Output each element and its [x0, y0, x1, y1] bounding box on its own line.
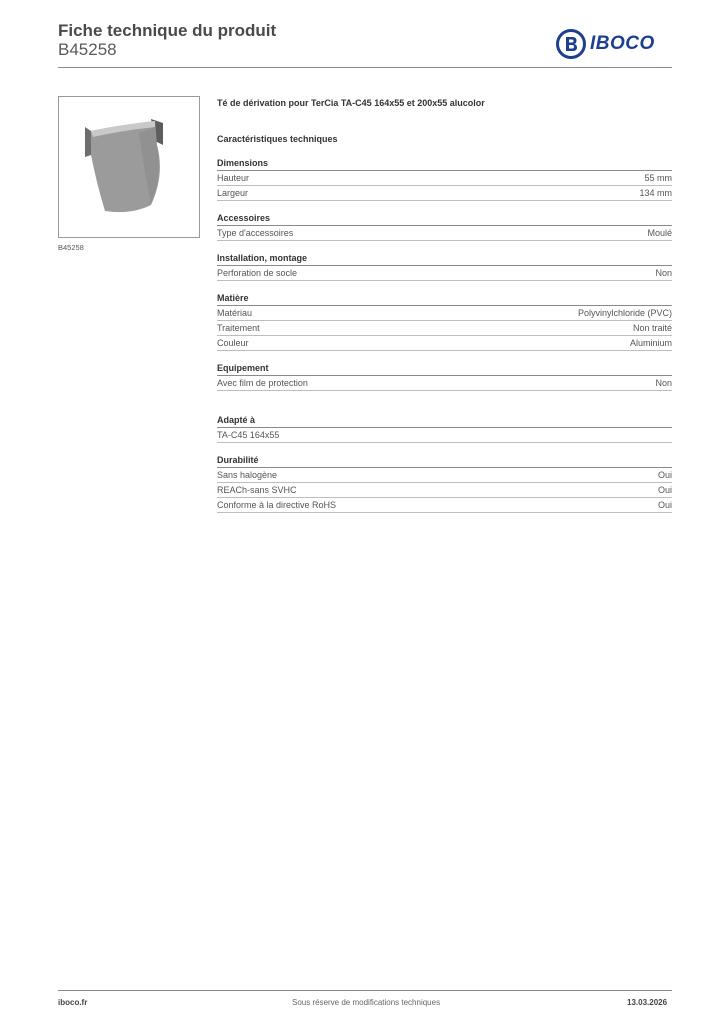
- spec-value: 55 mm: [644, 173, 672, 183]
- footer-website-link[interactable]: iboco.fr: [58, 998, 88, 1007]
- section-title-installation: Installation, montage: [217, 251, 672, 266]
- iboco-logo-icon: [556, 29, 586, 59]
- spec-label: Perforation de socle: [217, 268, 298, 278]
- spec-label: Sans halogène: [217, 470, 278, 480]
- spec-label: Conforme à la directive RoHS: [217, 500, 337, 510]
- spec-value: Non: [655, 378, 672, 388]
- spec-row: [217, 498, 672, 513]
- spec-value: Aluminium: [629, 338, 672, 348]
- image-caption: B45258: [58, 243, 84, 252]
- brand-logo: [556, 28, 674, 60]
- spec-row: [217, 428, 672, 443]
- spec-row: [217, 226, 672, 241]
- section-title-dimensions: Dimensions: [217, 156, 672, 171]
- spec-label: Largeur: [217, 188, 249, 198]
- spec-row: [217, 321, 672, 336]
- header-divider: [58, 67, 672, 68]
- spec-row: [217, 483, 672, 498]
- spec-value: Non traité: [632, 323, 672, 333]
- spec-label: Avec film de protection: [217, 378, 308, 388]
- section-title-equipement: Equipement: [217, 361, 672, 376]
- spec-row: [217, 468, 672, 483]
- section-title-adapte: Adapté à: [217, 413, 672, 428]
- spec-value: Non: [655, 268, 672, 278]
- spec-label: Couleur: [217, 338, 249, 348]
- section-title-durabilite: Durabilité: [217, 453, 672, 468]
- spec-value: Moulé: [647, 228, 672, 238]
- spec-label: Traitement: [217, 323, 260, 333]
- page-title: Fiche technique du produit: [58, 21, 277, 40]
- product-title: Té de dérivation pour TerCia TA-C45 164x55 et 200x55 alucolor: [217, 98, 485, 108]
- spec-row: [217, 266, 672, 281]
- spec-value: Oui: [657, 470, 672, 480]
- section-title-accessoires: Accessoires: [217, 211, 672, 226]
- spec-value: 134 mm: [639, 188, 672, 198]
- spec-row: [217, 186, 672, 201]
- spec-value: Polyvinylchloride (PVC): [577, 308, 672, 318]
- spec-label: Hauteur: [217, 173, 250, 183]
- characteristics-title: Caractéristiques techniques: [217, 134, 338, 144]
- section-title-matiere: Matière: [217, 291, 672, 306]
- logo-wordmark: IBOCO: [590, 33, 655, 54]
- footer-date: 13.03.2026: [627, 998, 668, 1007]
- spec-row: [217, 336, 672, 351]
- spec-value: Oui: [657, 485, 672, 495]
- footer-disclaimer: Sous réserve de modifications techniques: [292, 998, 441, 1007]
- product-number: B45258: [58, 40, 117, 59]
- footer-divider: [58, 990, 672, 991]
- spec-label: Type d'accessoires: [217, 228, 294, 238]
- spec-label: REACh-sans SVHC: [217, 485, 297, 495]
- spec-content: [217, 96, 672, 513]
- product-photo-icon: [79, 115, 179, 215]
- spec-row: [217, 306, 672, 321]
- spec-value: Oui: [657, 500, 672, 510]
- product-image-frame: [58, 96, 200, 238]
- spec-label: Matériau: [217, 308, 253, 318]
- spec-row: [217, 171, 672, 186]
- spec-label: TA-C45 164x55: [217, 430, 280, 440]
- spec-row: [217, 376, 672, 391]
